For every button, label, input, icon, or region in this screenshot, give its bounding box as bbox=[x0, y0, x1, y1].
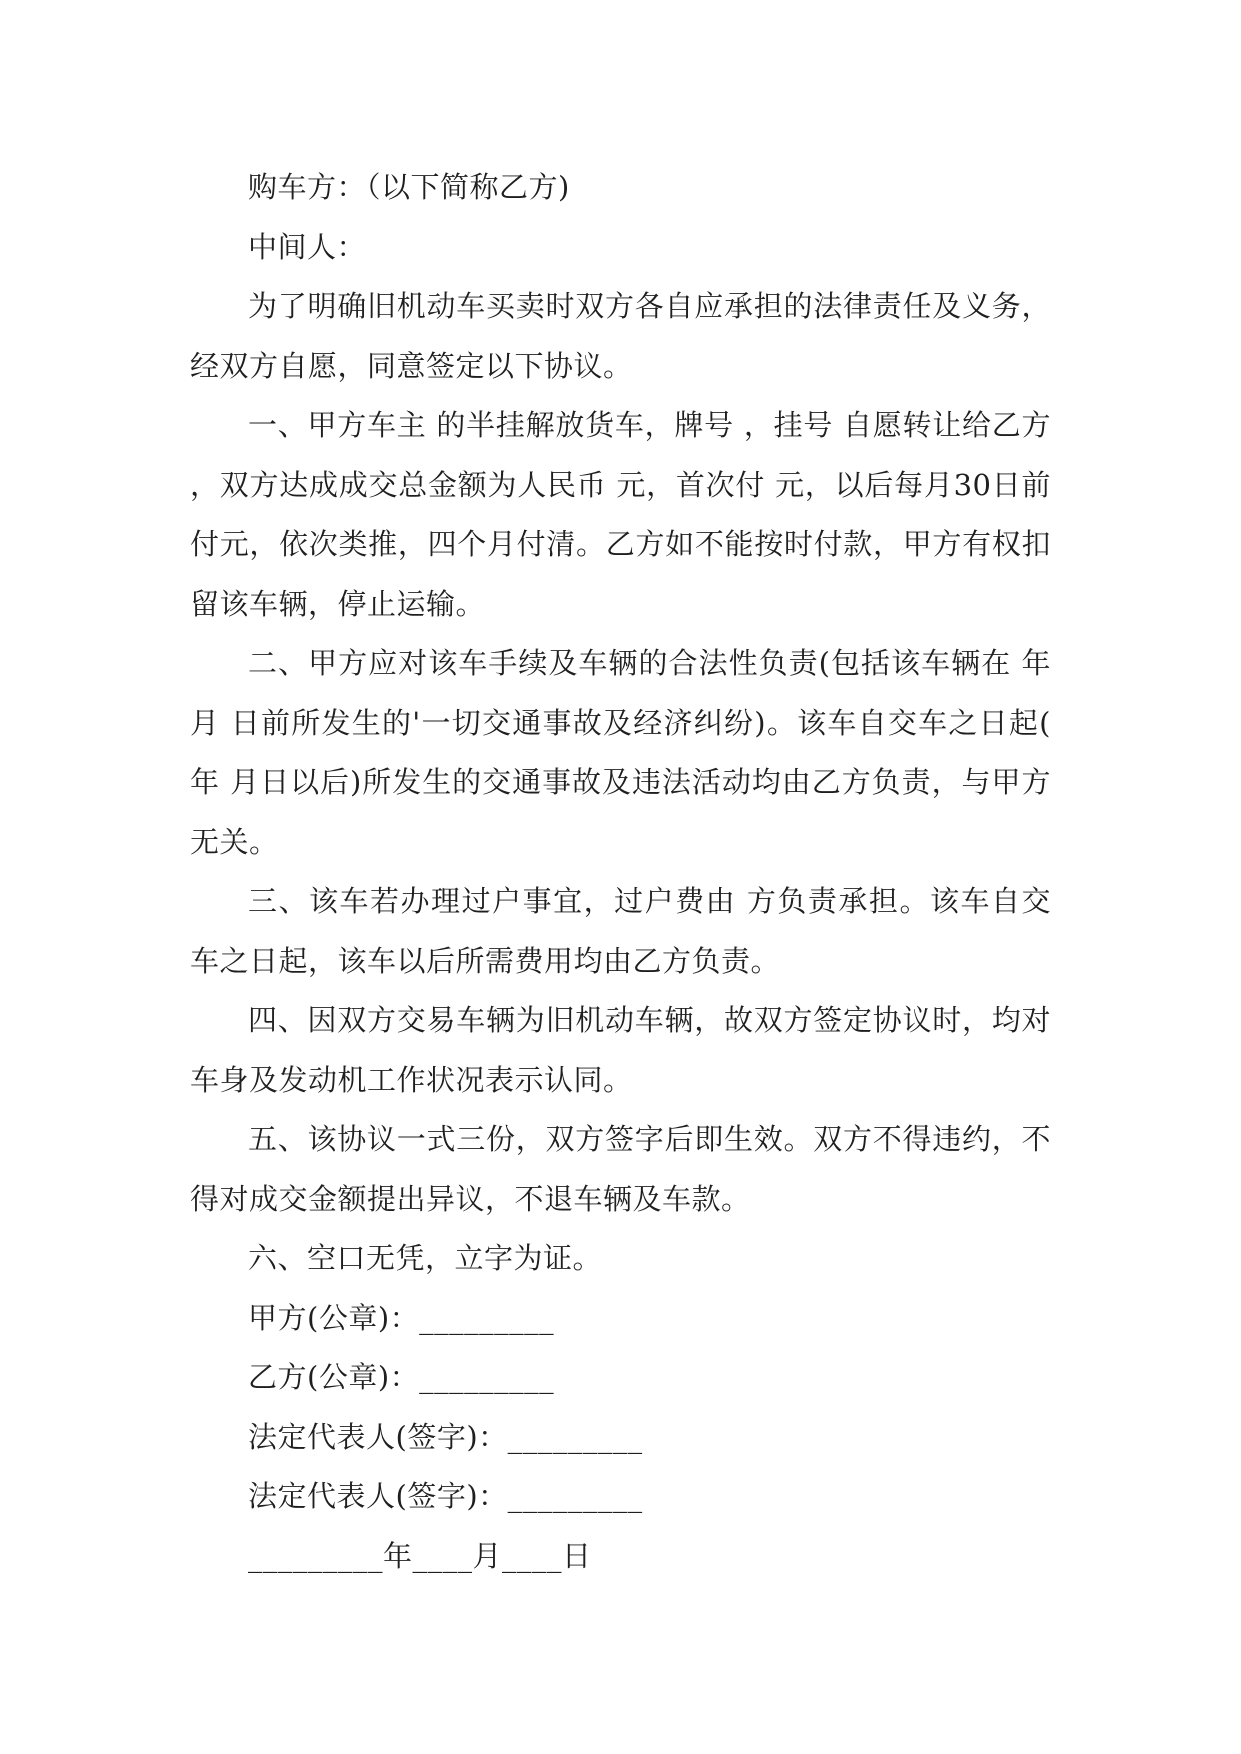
buyer-line: 购车方：（以下简称乙方) bbox=[248, 170, 570, 204]
document-body bbox=[190, 158, 1051, 1586]
clause-5: 五、该协议一式三份，双方签字后即生效。双方不得违约，不得对成交金额提出异议，不退车辆及车款。 bbox=[190, 1122, 1051, 1216]
party-a-seal-line: 甲方(公章)：_________ bbox=[248, 1300, 555, 1335]
legal-representative-signature-line-2: 法定代表人(签字)：_________ bbox=[248, 1479, 643, 1513]
intermediary-line: 中间人： bbox=[248, 229, 367, 264]
clause-4: 四、因双方交易车辆为旧机动车辆，故双方签定协议时，均对车身及发动机工作状况表示认同。 bbox=[190, 1003, 1051, 1097]
clause-3: 三、该车若办理过户事宜，过户费由 方负责承担。该车自交车之日起，该车以后所需费用均由乙方负责。 bbox=[190, 884, 1051, 978]
date-line: _________年____月____日 bbox=[248, 1538, 592, 1573]
intro-paragraph: 为了明确旧机动车买卖时双方各自应承担的法律责任及义务，经双方自愿，同意签定以下协议。 bbox=[190, 289, 1051, 383]
clause-1: 一、甲方车主 的半挂解放货车，牌号 ，挂号 自愿转让给乙方，双方达成成交总金额为人民币 元，首次付 元，以后每月30日前付元，依次类推，四个月付清。乙方如不能按时付款，甲方有权扣留该车辆，停止运输。 bbox=[190, 408, 1051, 621]
clause-6: 六、空口无凭，立字为证。 bbox=[248, 1241, 603, 1275]
legal-representative-signature-line-1: 法定代表人(签字)：_________ bbox=[248, 1419, 643, 1454]
clause-2: 二、甲方应对该车手续及车辆的合法性负责(包括该车辆在 年 月 日前所发生的'一切交通事故及经济纠纷)。该车自交车之日起( 年 月日以后)所发生的交通事故及违法活动均由乙方负责，与甲方无关。 bbox=[190, 646, 1051, 859]
party-b-seal-line: 乙方(公章)：_________ bbox=[248, 1360, 555, 1394]
